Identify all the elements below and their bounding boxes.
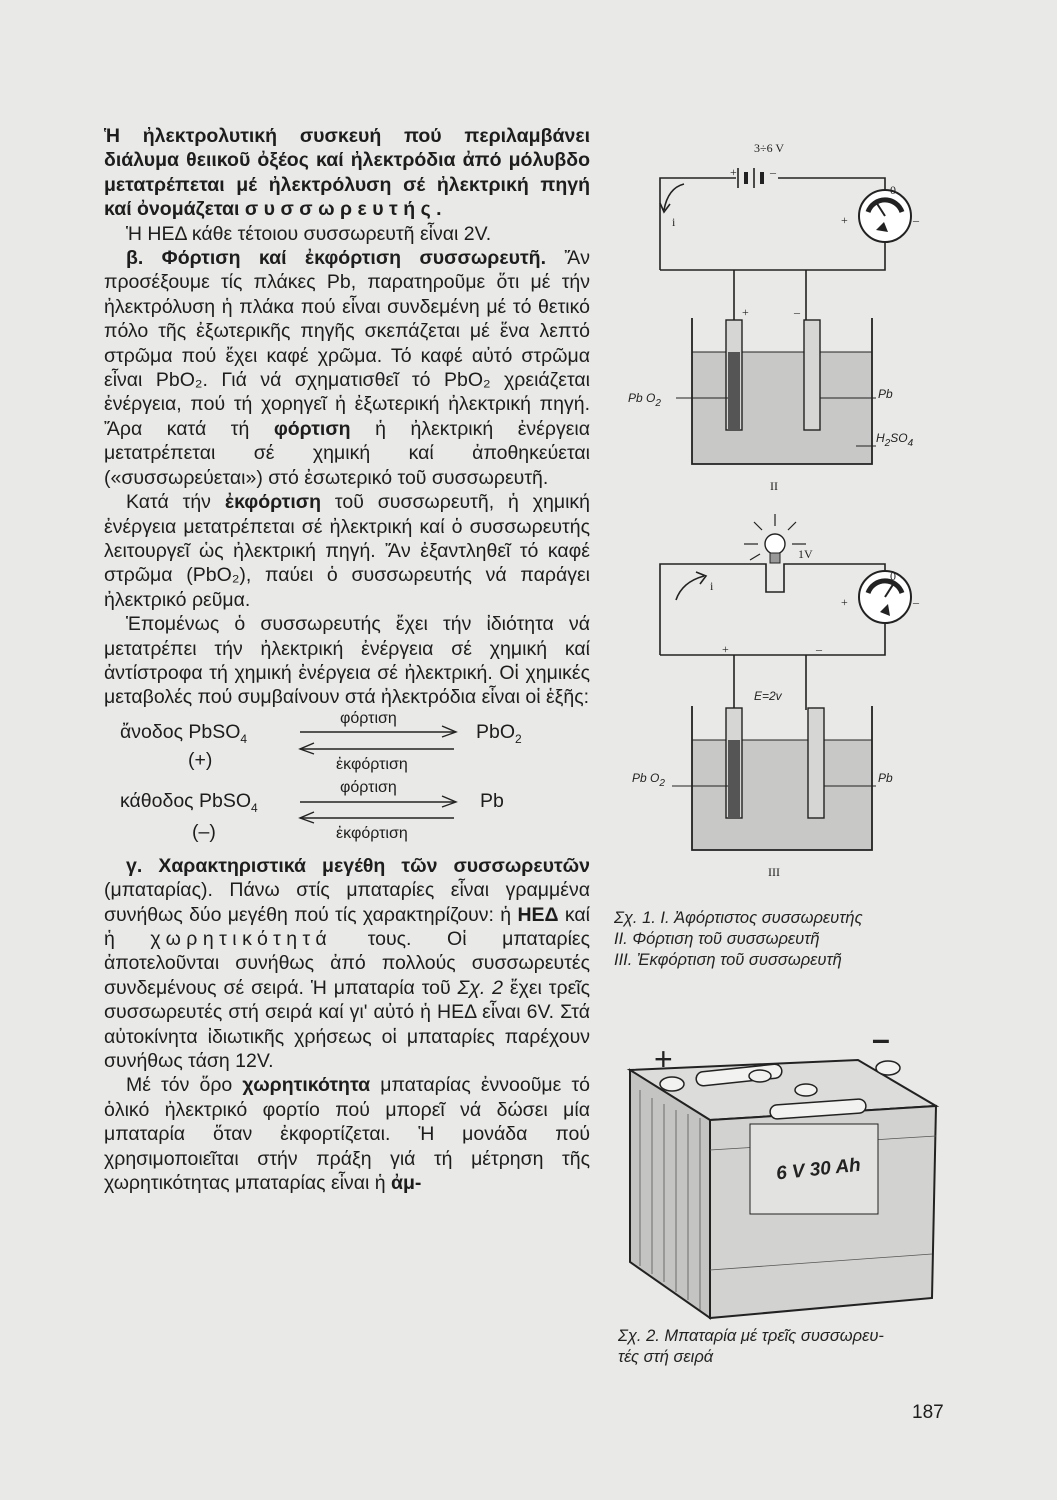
caption-line-3: III. Ἐκφόρτιση τοῦ συσσωρευτῆ [614, 951, 842, 969]
intro-text: Ἡ ἠλεκτρολυτική συσκευή πού περιλαμβάνει διάλυμα θειικοῦ ὀξέος καί ἠλεκτρόδια ἀπό μόλυβδο μετατρέπεται μέ ἠλεκτρόλυση σέ ἠλεκτρική πηγή καί ὀνομάζεται [104, 125, 590, 221]
battery-text-1: (μπαταρίας). Πάνω στίς μπαταρίες εἶναι γραμμένα συνήθως δύο μεγέθη πού τίς χαρακτηρίζουν: ἡ [104, 879, 590, 926]
lamp [744, 514, 806, 563]
battery-rating-label: 6 V 30 Ah [775, 1154, 862, 1185]
section-heading-c: γ. Χαρακτηριστικά μεγέθη τῶν συσσωρευτῶν [126, 854, 590, 877]
vessel-iii [692, 706, 872, 850]
paragraph-charging [104, 246, 590, 490]
ammeter-ii [859, 190, 911, 242]
label-pbo2-ii: Pb $O_2$ [628, 391, 661, 409]
source-plus: + [730, 165, 737, 179]
paragraph-intro [104, 124, 590, 222]
capacity-text-2: μπαταρίας ἐννοοῦμε τό ὁλικό ἠλεκτρικό φορτίο πού μπορεῖ νά δώσει μία μπαταρία ὅταν ἐκφορτίζεται. Ἡ μονάδα πού χρησιμοποιεῖται στήν πράξη γιά τή μέτρηση τῆς χωρητικότητας μπαταρίας εἶναι ἡ [104, 1074, 590, 1195]
term-capacity-spaced: χωρητικότητά [150, 927, 333, 950]
electrode-reactions [104, 709, 590, 854]
anode-reactant: ἄνοδος PbSO$_4$ [120, 720, 248, 746]
figure-2-caption [618, 1326, 884, 1368]
ammeter-iii [859, 571, 911, 623]
term-discharging: ἐκφόρτιση [224, 491, 322, 514]
caption-line-1: Σχ. 1. I. Ἀφόρτιστος συσσωρευτής [614, 909, 863, 927]
caption-2-line-2: τές στή σειρά [618, 1348, 714, 1366]
current-label-iii: i [710, 579, 714, 593]
paragraph-capacity [104, 1073, 590, 1195]
meter-plus-ii: + [841, 213, 848, 227]
discharging-text-1: Κατά τήν [126, 491, 225, 514]
figure-1-caption [614, 908, 863, 971]
meter-minus-iii: – [913, 595, 919, 609]
figure-1-accumulator-diagram [620, 130, 950, 910]
capacity-text-1: Μέ τόν ὅρο [126, 1074, 243, 1097]
cathode-product: Pb [480, 789, 504, 812]
section-heading-b: β. Φόρτιση καί ἐκφόρτιση συσσωρευτῆ. [126, 247, 547, 270]
label-pb-iii: Pb [878, 771, 893, 785]
meter-zero-ii: 0 [890, 183, 896, 197]
electrode-plus-ii: + [742, 305, 749, 319]
stage-iii-label: III [768, 865, 780, 879]
electrode-minus-ii: – [794, 305, 800, 319]
label-h2so4: $H_2SO_4$ [876, 431, 914, 449]
battery-minus-terminal: – [872, 1030, 890, 1057]
caption-2-line-1: Σχ. 2. Μπαταρία μέ τρεῖς συσσωρευ- [618, 1327, 884, 1345]
figure-2-battery [610, 1030, 950, 1320]
battery-text-2: τους. Οἱ μπαταρίες ἀποτελοῦνται συνήθως ἀπό πολλούς συσσωρευτές συνδεμένους σέ σειρά. Ἡ μπαταρία τοῦ [104, 927, 590, 999]
emf-label: E=2v [754, 689, 782, 703]
vessel-ii [692, 318, 872, 464]
source-minus: – [770, 165, 776, 179]
cathode-sign: (–) [192, 820, 216, 843]
figure-ref: Σχ. 2 [457, 976, 504, 999]
label-pbo2-iii: Pb $O_2$ [632, 771, 665, 789]
cathode-reactant: κάθοδος PbSO$_4$ [120, 789, 258, 815]
label-charging-2: φόρτιση [340, 778, 397, 796]
meter-zero-iii: 0 [890, 569, 896, 583]
term-charging: φόρτιση [273, 417, 351, 440]
term-accumulator: συσσωρευτής. [244, 198, 448, 221]
page-number: 187 [912, 1402, 944, 1423]
charging-text-2: ἡ ἠλεκτρική ἐνέργεια μετατρέπεται σέ χημική καί ἀποθηκεύεται («συσσωρεύεται») στό ἐσωτερικό τοῦ συσσωρευτῆ. [104, 417, 591, 489]
current-label-ii: i [672, 215, 676, 229]
charging-text-1: Ἄν προσέξουμε τίς πλάκες Pb, παρατηροῦμε ὅτι μέ τήν ἠλεκτρόλυση ἡ πλάκα πού εἶναι συνδεμένη μέ τό θετικό πόλο τῆς ἐξωτερικῆς πηγῆς σκεπάζεται μέ ἕνα λεπτό στρῶμα πού ἔχει καφέ χρῶμα. Τό καφέ αὐτό στρῶμα εἶναι PbO₂. Γιά νά σχηματισθεῖ τό PbO₂ χρειάζεται ἐνέργεια, πού τή χορηγεῖ ἡ ἐξωτερική ἠλεκτρική πηγή. Ἄρα κατά τή [104, 247, 590, 440]
discharging-text-2: τοῦ συσσωρευτῆ, ἡ χημική ἐνέργεια μετατρέπεται σέ ἠλεκτρική καί ὁ συσσωρευτής λειτουργεῖ ὡς ἠλεκτρική πηγή. Ἄν ἐξαντληθεῖ τό καφέ στρῶμα (PbO₂), παύει ὁ συσσωρευτής νά παράγει ἠλεκτρικό ρεῦμα. [104, 491, 590, 611]
meter-minus-ii: – [913, 213, 919, 227]
electrode-plus-iii: + [722, 642, 729, 656]
electrode-minus-iii: – [816, 642, 822, 656]
battery-text-and: καί ἡ [104, 903, 590, 950]
anode-sign: (+) [188, 748, 213, 771]
paragraph-discharging [104, 490, 590, 612]
battery-plus-terminal: + [654, 1041, 673, 1077]
label-charging-1: φόρτιση [340, 709, 397, 727]
paragraph-battery-quantities [104, 854, 590, 1074]
term-emf: ΗΕΔ [517, 903, 559, 926]
meter-plus-iii: + [841, 595, 848, 609]
label-pb-ii: Pb [878, 387, 893, 401]
term-capacity: χωρητικότητα [242, 1074, 371, 1097]
caption-line-2: II. Φόρτιση τοῦ συσσωρευτῆ [614, 930, 820, 948]
main-text-column [104, 124, 590, 1195]
source-voltage-label: 3÷6 V [754, 141, 785, 155]
anode-product: PbO$_2$ [476, 720, 522, 746]
stage-ii-label: II [770, 479, 778, 493]
label-discharging-1: ἐκφόρτιση [336, 755, 408, 773]
capacity-text-end: ἀμ- [391, 1172, 422, 1195]
lamp-voltage-label: 1V [798, 547, 813, 561]
battery-text-3: ἔχει τρεῖς συσσωρευτές στή σειρά καί γι' αὐτό ἡ ΗΕΔ εἶναι 6V. Στά αὐτοκίνητα ἰδιωτικῆς χρήσεως οἱ μπαταρίες παρέχουν συνήθως τάση 12V. [104, 976, 590, 1072]
paragraph-emf: Ἡ ΗΕΔ κάθε τέτοιου συσσωρευτῆ εἶναι 2V. [126, 222, 492, 245]
label-discharging-2: ἐκφόρτιση [336, 824, 408, 842]
paragraph-consequently: Ἑπομένως ὁ συσσωρευτής ἔχει τήν ἰδιότητα νά μετατρέπει τήν ἠλεκτρική ἐνέργεια σέ χημική καί ἀντίστροφα τή χημική ἐνέργεια σέ ἠλεκτρική. Οἱ χημικές μεταβολές πού συμβαίνουν στά ἠλεκτρόδια εἶναι οἱ ἑξῆς: [104, 613, 590, 709]
stage-ii-circuit [660, 168, 885, 320]
